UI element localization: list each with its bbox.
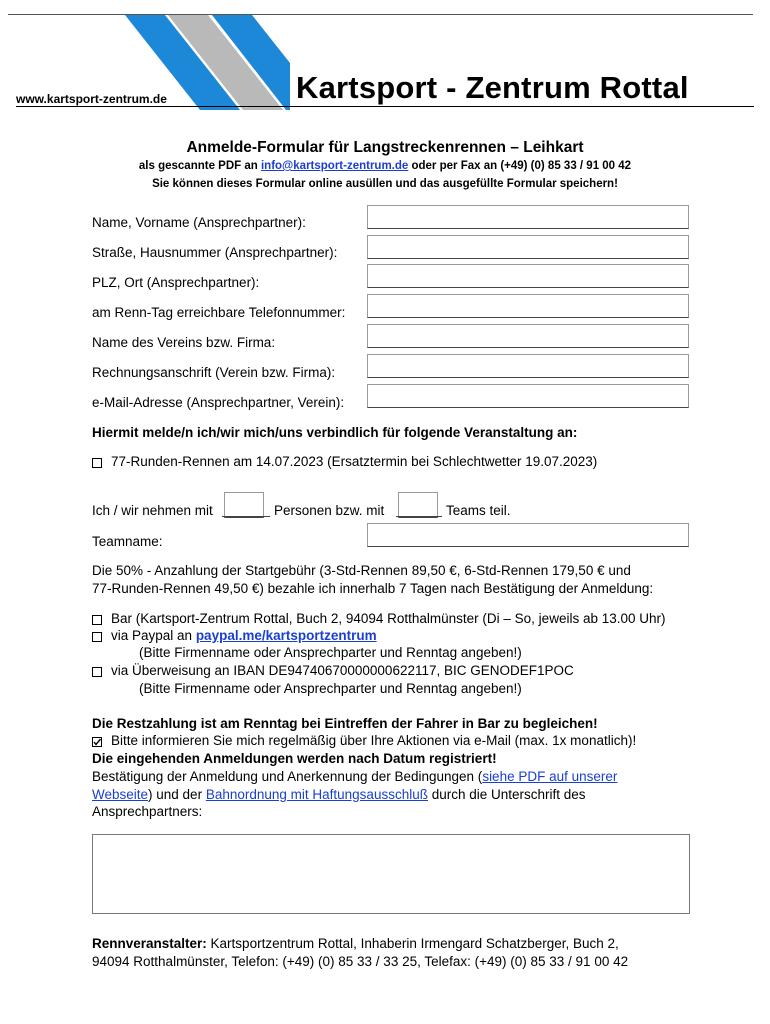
paypal-checkbox[interactable]	[92, 632, 102, 642]
event-label: 77-Runden-Rennen am 14.07.2023 (Ersatztermin bei Schlechtwetter 19.07.2023)	[111, 454, 598, 469]
city-input[interactable]	[367, 264, 689, 288]
team-name-input[interactable]	[367, 523, 689, 547]
newsletter-checkbox[interactable]	[92, 737, 102, 747]
brand-title: Kartsport - Zentrum Rottal	[296, 70, 689, 105]
form-title: Anmelde-Formular für Langstreckenrennen – Leihkart	[186, 139, 584, 156]
organizer-text: Kartsportzentrum Rottal, Inhaberin Irmengard Schatzberger, Buch 2,	[206, 936, 619, 951]
conditions-prefix: Bestätigung der Anmeldung und Anerkennung der Bedingungen (	[92, 769, 483, 784]
club-input[interactable]	[367, 324, 689, 348]
transfer-option-label: via Überweisung an IBAN DE94740670000000622117, BIC GENODEF1POC	[111, 663, 574, 678]
submission-fax: oder per Fax an (+49) (0) 85 33 / 91 00 42	[408, 160, 632, 172]
field-label-name: Name, Vorname (Ansprechpartner):	[92, 215, 306, 230]
transfer-checkbox[interactable]	[92, 667, 102, 677]
paypal-option	[111, 628, 377, 643]
organizer-label: Rennveranstalter:	[92, 936, 207, 951]
persons-underline	[222, 516, 270, 517]
organizer-info	[92, 935, 702, 970]
pdf-website-link[interactable]: siehe PDF auf unserer	[482, 769, 618, 784]
email-input[interactable]	[367, 384, 689, 408]
team-label: Teamname:	[92, 534, 163, 549]
street-input[interactable]	[367, 235, 689, 259]
header-rule	[16, 106, 754, 107]
participants-prefix: Ich / wir nehmen mit	[92, 503, 213, 518]
deposit-text	[92, 562, 702, 597]
paypal-link[interactable]: paypal.me/kartsportzentrum	[195, 628, 377, 643]
rest-payment-note: Die Restzahlung ist am Renntag bei Eintreffen der Fahrer in Bar zu begleichen!	[92, 716, 598, 731]
phone-input[interactable]	[367, 294, 689, 318]
conditions-mid: ) und der	[148, 786, 206, 802]
website-url[interactable]: www.kartsport-zentrum.de	[16, 92, 167, 106]
field-label-billing: Rechnungsanschrift (Verein bzw. Firma):	[92, 365, 336, 380]
conditions-line-2	[92, 786, 702, 804]
deposit-line-2: 77-Runden-Rennen 49,50 €) bezahle ich innerhalb 7 Tagen nach Bestätigung der Anmeldung:	[92, 580, 654, 596]
signature-box[interactable]	[92, 834, 690, 914]
field-label-city: PLZ, Ort (Ansprechpartner):	[92, 275, 260, 290]
participants-suffix: Teams teil.	[446, 503, 511, 518]
email-link[interactable]: info@kartsport-zentrum.de	[260, 160, 409, 172]
conditions-text	[92, 768, 702, 821]
name-input[interactable]	[367, 205, 689, 229]
order-note: Die eingehenden Anmeldungen werden nach Datum registriert!	[92, 751, 497, 766]
teams-count-input[interactable]	[398, 492, 438, 518]
conditions-after: durch die Unterschrift des	[427, 786, 586, 802]
newsletter-label: Bitte informieren Sie mich regelmäßig über Ihre Aktionen via e-Mail (max. 1x monatlich)!	[111, 733, 637, 748]
participants-mid: Personen bzw. mit	[274, 503, 385, 518]
field-label-club: Name des Vereins bzw. Firma:	[92, 335, 276, 350]
cash-checkbox[interactable]	[92, 615, 102, 625]
submission-prefix: als gescannte PDF an	[138, 160, 261, 172]
conditions-line-1	[92, 768, 702, 786]
submission-info	[0, 160, 770, 172]
transfer-note: (Bitte Firmenname oder Ansprechparter und Renntag angeben!)	[139, 681, 522, 696]
billing-input[interactable]	[367, 354, 689, 378]
paypal-prefix: via Paypal an	[111, 628, 196, 643]
cash-option-label: Bar (Kartsport-Zentrum Rottal, Buch 2, 94094 Rotthalmünster (Di – So, jeweils ab 13.00 Uhr)	[111, 611, 666, 626]
checkmark-icon	[92, 737, 102, 747]
teams-underline	[396, 516, 442, 517]
website-link[interactable]: Webseite	[92, 786, 149, 802]
organizer-line-2: 94094 Rotthalmünster, Telefon: (+49) (0) 85 33 / 33 25, Telefax: (+49) (0) 85 33 / 91 00 42	[92, 953, 629, 969]
registration-heading: Hiermit melde/n ich/wir mich/uns verbindlich für folgende Veranstaltung an:	[92, 425, 578, 440]
field-label-email: e-Mail-Adresse (Ansprechpartner, Verein):	[92, 395, 345, 410]
track-rules-link[interactable]: Bahnordnung mit Haftungsausschluß	[205, 786, 428, 802]
field-label-phone: am Renn-Tag erreichbare Telefonnummer:	[92, 305, 346, 320]
organizer-line-1	[92, 935, 702, 953]
field-label-street: Straße, Hausnummer (Ansprechpartner):	[92, 245, 338, 260]
paypal-note: (Bitte Firmenname oder Ansprechparter und Renntag angeben!)	[139, 645, 522, 660]
deposit-line-1: Die 50% - Anzahlung der Startgebühr (3-Std-Rennen 89,50 €, 6-Std-Rennen 179,50 € und	[92, 563, 631, 578]
online-fill-note: Sie können dieses Formular online ausüllen und das ausgefüllte Formular speichern!	[152, 178, 618, 190]
event-checkbox[interactable]	[92, 458, 102, 468]
persons-count-input[interactable]	[224, 492, 264, 518]
conditions-line-3: Ansprechpartners:	[92, 804, 203, 819]
